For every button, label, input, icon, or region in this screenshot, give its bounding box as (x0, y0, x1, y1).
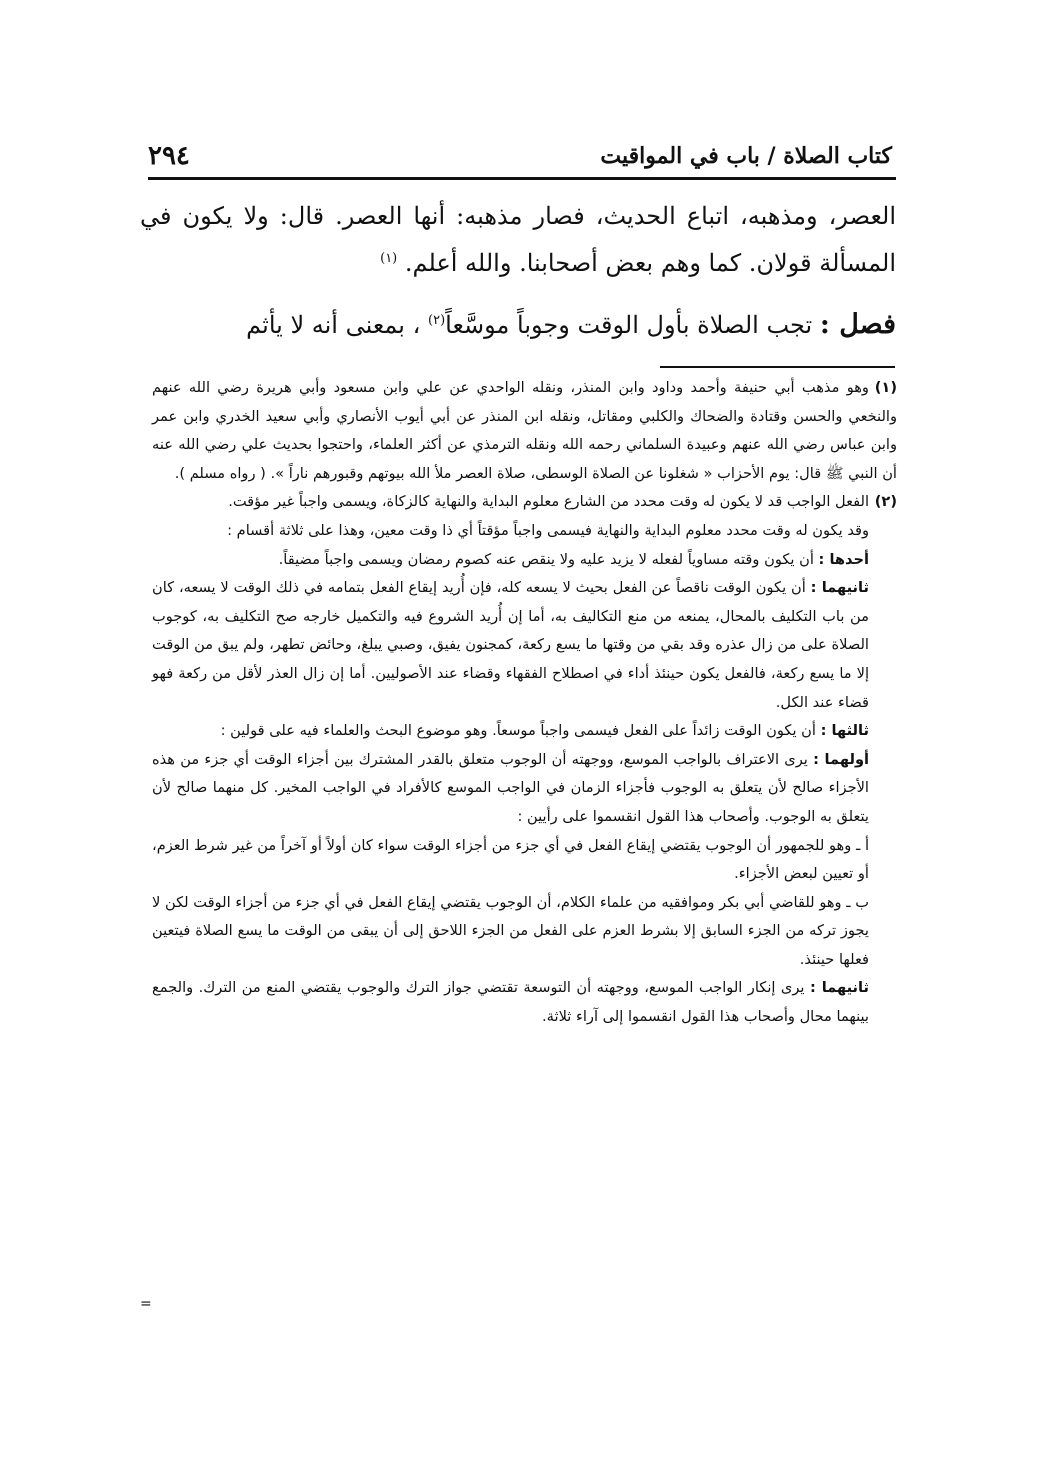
para1-text: العصر، ومذهبه، اتباع الحديث، فصار مذهبه: أنها العصر. قال: ولا يكون في المسألة قولان. كما وهم بعض أصحابنا. والله أعلم. (140, 202, 897, 277)
second-text: أن يكون الوقت ناقصاً عن الفعل بحيث لا يسعه كله، فإن أُريد إيقاع الفعل بتمامه في ذلك الوقت لا يسعه، كان من باب التكليف بالمحال، يمنعه من منع التكاليف به، أما إن أُريد الشروع فيه والتكميل خارجه صح التكليف به، كوجوب الصلاة على من زال عذره وقد بقي من وقتها ما يسع ركعة، كمجنون يفيق، وصبي يبلغ، وحائض تطهر، ولم يبق من الوقت إلا ما يسع ركعة، فالفعل يكون حينئذ أداء في اصطلاح الفقهاء وقضاء عند الأصوليين. أما إن زال العذر لأقل من ركعة فهو قضاء عند الكل. (152, 579, 869, 711)
footnote-2 (152, 488, 897, 517)
first-opinion-lead: أولهما : (813, 750, 870, 768)
first-text: أن يكون وقته مساوياً لفعله لا يزيد عليه ولا ينقص عنه كصوم رمضان ويسمى واجباً مضيقاً. (278, 550, 814, 568)
continuation-mark: = (140, 1296, 152, 1312)
first-lead: أحدها : (818, 550, 869, 568)
footnote-2-paragraph-2: وقد يكون له وقت محدد معلوم البداية والنهاية فيسمى واجباً مؤقتاً أي ذا وقت معين، وهذا على ثلاثة أقسام : (227, 521, 869, 539)
first-opinion-text: يرى الاعتراف بالواجب الموسع، ووجهته أن الوجوب متعلق بالقدر المشترك بين أجزاء الوقت أي جزء من هذه الأجزاء صالح لأن يتعلق به الوجوب فأجزاء الزمان في الواجب الموسع كالأفراد في الواجب المخير. كل منهما صالح لأن يتعلق به الوجوب. وأصحاب هذا القول انقسموا على رأيين : (152, 750, 869, 825)
page-number: ٢٩٤ (148, 141, 190, 171)
footnote-ref-2: (٢) (428, 313, 446, 328)
second-lead: ثانيهما : (810, 579, 869, 597)
footnote-2-second-opinion (152, 974, 897, 1031)
footnote-2-number: (٢) (874, 493, 897, 511)
header-divider (148, 177, 896, 180)
fasl-text-a: تجب الصلاة بأول الوقت وجوباً موسَّعاً (445, 311, 813, 339)
third-text: أن يكون الوقت زائداً على الفعل فيسمى واجباً موسعاً. وهو موضوع البحث والعلماء فيه على قولين : (220, 722, 816, 740)
second-opinion-text: يرى إنكار الواجب الموسع، ووجهته أن التوسعة تقتضي جواز الترك والوجوب يقتضي المنع من الترك. والجمع بينهما محال وأصحاب هذا القول انقسموا إلى آراء ثلاثة. (152, 979, 869, 1026)
footnote-2-text: الفعل الواجب قد لا يكون له وقت محدد من الشارع معلوم البداية والنهاية كالزكاة، ويسمى واجباً غير مؤقت. (228, 493, 869, 511)
footnote-2-view-a: أ ـ وهو للجمهور أن الوجوب يقتضي إيقاع الفعل في أي جزء من أجزاء الوقت سواء كان أولاً أو آخراً من غير شرط العزم، أو تعيين لبعض الأجزاء. (152, 836, 869, 883)
page-header (148, 138, 892, 174)
footnotes (152, 374, 897, 1032)
footnote-ref-1: (١) (380, 251, 398, 266)
running-title: كتاب الصلاة / باب في المواقيت (600, 143, 892, 169)
footnote-2-first-opinion (152, 746, 897, 832)
footnote-1-number: (١) (874, 379, 897, 396)
footnote-2-third (152, 717, 897, 746)
fasl-heading: فصل : (819, 309, 896, 340)
main-text (140, 193, 896, 349)
footnote-2-view-b: ب ـ وهو للقاضي أبي بكر وموافقيه من علماء الكلام، أن الوجوب يقتضي إيقاع الفعل في أي جزء من أجزاء الوقت لكن لا يجوز تركه من الجزء السابق إلا بشرط العزم على الفعل من الجزء اللاحق إلى أن يبقى من الوقت ما يسع الصلاة فيتعين فعلها حينئذ. (152, 893, 869, 968)
third-lead: ثالثها : (820, 722, 869, 740)
footnote-1 (152, 374, 897, 488)
main-paragraph-1 (140, 193, 896, 287)
footnote-2-first (152, 546, 897, 575)
footnote-divider (660, 366, 895, 368)
second-opinion-lead: ثانيهما : (809, 979, 869, 997)
main-paragraph-fasl (140, 301, 896, 349)
footnote-2-second (152, 574, 897, 717)
footnote-1-text: وهو مذهب أبي حنيفة وأحمد وداود وابن المنذر، ونقله الواحدي عن علي وابن مسعود وأبي هريرة رضي الله عنهم والنخعي والحسن وقتادة والضحاك والكلبي ومقاتل، ونقله ابن المنذر عن أبي أيوب الأنصاري وأبي سعيد الخدري وابن عمر وابن عباس رضي الله عنهم وعبيدة السلماني رحمه الله ونقله الترمذي عن أكثر العلماء، واحتجوا بحديث علي رضي الله عنه أن النبي ﷺ قال: يوم الأحزاب « شغلونا عن الصلاة الوسطى، صلاة العصر ملأ الله بيوتهم وقبورهم ناراً ». ( رواه مسلم ). (152, 379, 897, 482)
fasl-text-b: ، بمعنى أنه لا يأثم (246, 311, 421, 339)
